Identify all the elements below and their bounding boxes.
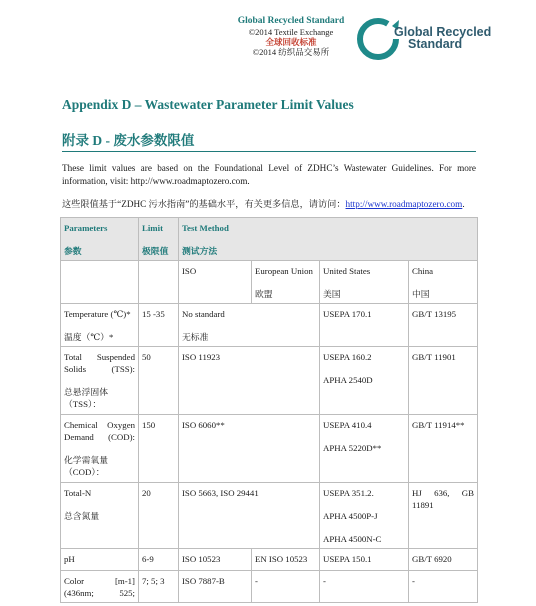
eu-cell: EN ISO 10523 [252, 549, 320, 571]
title-divider [62, 151, 476, 152]
header-copyright: ©2014 Textile Exchange [248, 27, 334, 37]
param-cell: Temperature (℃)* 温度（℃）* [61, 304, 139, 347]
limit-cell: 20 [139, 483, 179, 549]
subheader-blank [61, 261, 139, 304]
header-title-cn: 全球回收标准 [265, 37, 317, 47]
limit-cell: 7; 5; 3 [139, 571, 179, 603]
iso-cell: No standard 无标准 [179, 304, 320, 347]
iso-cell: ISO 6060** [179, 415, 320, 483]
header-copyright-cn: ©2014 纺织品交易所 [252, 47, 330, 57]
param-cell: Total Suspended Solids (TSS): 总悬浮固体（TSS）： [61, 347, 139, 415]
china-cell: GB/T 6920 [409, 549, 478, 571]
limit-cell: 150 [139, 415, 179, 483]
grs-logo-text [394, 26, 491, 50]
appendix-title: Appendix D – Wastewater Parameter Limit Values [62, 97, 354, 112]
subheader-us: United States 美国 [320, 261, 409, 304]
table-row [61, 347, 478, 415]
iso-cell: ISO 7887-B [179, 571, 252, 603]
us-cell: USEPA 160.2 APHA 2540D [320, 347, 409, 415]
logo-text-line1: Global Recycled [394, 25, 492, 39]
document-header [228, 16, 354, 57]
subheader-iso: ISO [179, 261, 252, 304]
table-row [61, 571, 478, 603]
iso-cell: ISO 10523 [179, 549, 252, 571]
param-cell: Chemical Oxygen Demand (COD): 化学需氧量（COD）： [61, 415, 139, 483]
param-cell: pH [61, 549, 139, 571]
intro-cn-suffix: . [462, 199, 465, 209]
limit-cell: 6-9 [139, 549, 179, 571]
param-cell: Color [m-1] (436nm; 525; [61, 571, 139, 603]
limit-cell: 15 -35 [139, 304, 179, 347]
intro-cn-text: 这些限值基于“ZDHC 污水指南”的基础水平，有关更多信息，请访问： [62, 199, 346, 209]
china-cell: GB/T 11914** [409, 415, 478, 483]
intro-paragraph: These limit values are based on the Foundational Level of ZDHC’s Wastewater Guidelines. For more information, visit: http://www.roadmaptozero.com. [62, 163, 476, 186]
china-cell: GB/T 11901 [409, 347, 478, 415]
us-cell: - [320, 571, 409, 603]
logo-text-line2: Standard [408, 37, 463, 51]
table-row [61, 304, 478, 347]
iso-cell: ISO 11923 [179, 347, 320, 415]
subheader-eu: European Union 欧盟 [252, 261, 320, 304]
roadmap-link[interactable]: http://www.roadmaptozero.com [345, 199, 463, 209]
subheader-china: China 中国 [409, 261, 478, 304]
table-subheader-row [61, 261, 478, 304]
header-title: Global Recycled Standard [237, 16, 345, 26]
us-cell: USEPA 351.2. APHA 4500P-J APHA 4500N-C [320, 483, 409, 549]
subheader-blank [139, 261, 179, 304]
header-parameters: Parameters 参数 [61, 218, 139, 261]
table-row [61, 483, 478, 549]
header-limit: Limit 极限值 [139, 218, 179, 261]
eu-cell: - [252, 571, 320, 603]
us-cell: USEPA 150.1 [320, 549, 409, 571]
table-header-row [61, 218, 478, 261]
china-cell: GB/T 13195 [409, 304, 478, 347]
us-cell: USEPA 410.4 APHA 5220D** [320, 415, 409, 483]
table-row [61, 549, 478, 571]
header-test-method: Test Method 测试方法 [179, 218, 478, 261]
china-cell: - [409, 571, 478, 603]
iso-cell: ISO 5663, ISO 29441 [179, 483, 320, 549]
us-cell: USEPA 170.1 [320, 304, 409, 347]
limits-table [60, 217, 478, 603]
param-cell: Total-N 总含氮量 [61, 483, 139, 549]
appendix-title-cn: 附录 D - 废水参数限值 [62, 133, 195, 148]
china-cell: HJ 636, GB 11891 [409, 483, 478, 549]
table-row [61, 415, 478, 483]
limit-cell: 50 [139, 347, 179, 415]
intro-paragraph-cn [62, 198, 476, 211]
